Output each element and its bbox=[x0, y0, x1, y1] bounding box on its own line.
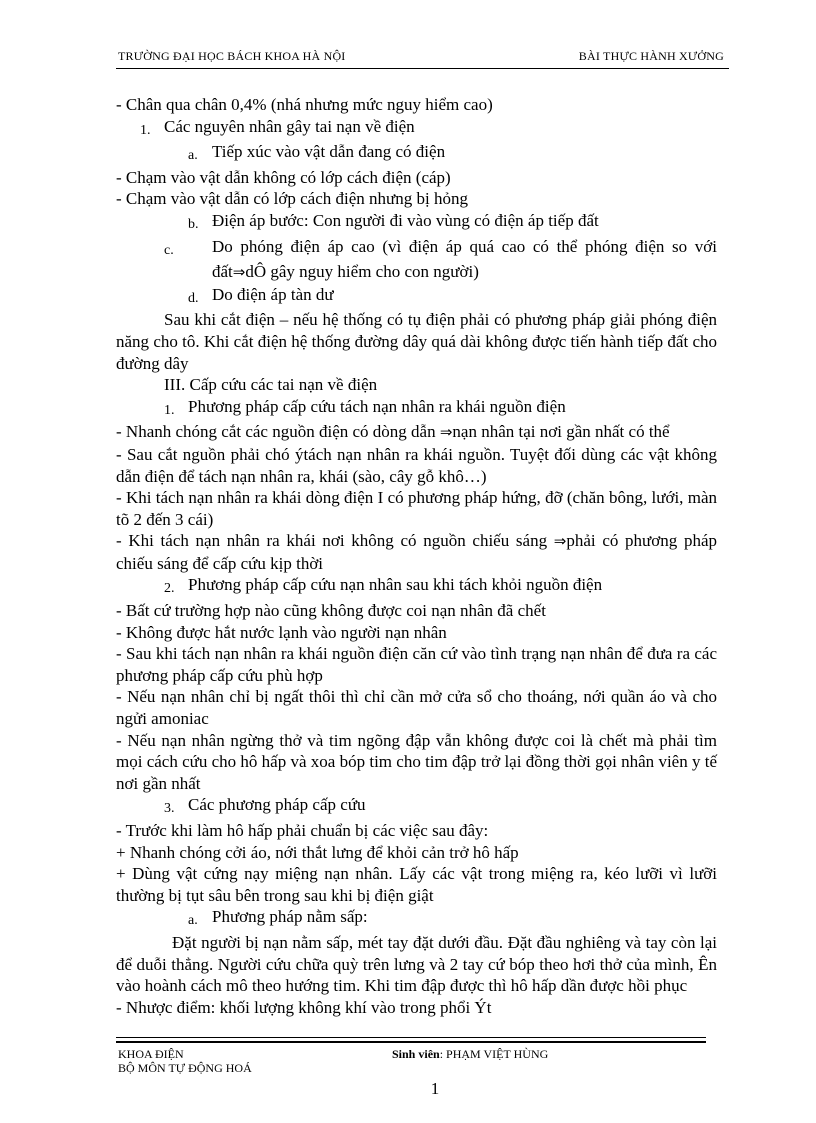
paragraph: - Nếu nạn nhân chỉ bị ngất thôi thì chỉ cần mở cửa sổ cho thoáng, nới quần áo và cho ngửi amoniac bbox=[116, 687, 717, 729]
section-heading: III. Cấp cứu các tai nạn về điện bbox=[164, 375, 378, 395]
subsection-heading bbox=[116, 906, 717, 932]
subsection-heading bbox=[116, 574, 717, 600]
list-item bbox=[116, 210, 717, 236]
list-item bbox=[116, 141, 717, 167]
paragraph: - Không được hắt nước lạnh vào người nạn nhân bbox=[116, 622, 447, 642]
list-item bbox=[116, 284, 717, 310]
paragraph: - Nhược điểm: khối lượng không khí vào trong phổi Ýt bbox=[116, 997, 492, 1017]
student-name: PHẠM VIỆT HÙNG bbox=[446, 1047, 549, 1061]
text-run: - Nhanh chóng cắt các nguồn điện có dòng dẫn bbox=[116, 422, 436, 442]
list-text: Do phóng điện áp cao (vì điện áp quá cao có thể phóng điện so với đất bbox=[212, 236, 717, 282]
list-marker: d. bbox=[188, 290, 199, 306]
section-title: Phương pháp nằm sấp: bbox=[212, 907, 368, 927]
arrow-icon: ⇒ bbox=[439, 423, 453, 442]
paragraph: - Sau cắt nguồn phải chó ýtách nạn nhân ra khái nguồn. Tuyệt đối dùng các vật không dẫn điện để tách nạn nhân ra, khái (sào, cây gỗ khô…) bbox=[116, 444, 717, 486]
footer-rule bbox=[116, 1037, 706, 1038]
section-number: 1. bbox=[140, 122, 151, 138]
paragraph bbox=[116, 530, 717, 574]
paragraph: - Nếu nạn nhân ngừng thở và tim ngõng đập vẫn không được coi là chết mà phải tìm mọi cách cứu cho hô hấp và xoa bóp tim cho tim đập trở lại đồng thời gọi nhân viên y tế nơi gần nhất bbox=[116, 730, 717, 793]
section-title: Các nguyên nhân gây tai nạn về điện bbox=[164, 116, 415, 136]
text-run: - Khi tách nạn nhân ra khái nơi không có nguồn chiếu sáng bbox=[116, 531, 548, 551]
footer-department: KHOA ĐIỆN bbox=[118, 1047, 184, 1061]
section-number: 2. bbox=[164, 581, 175, 597]
paragraph: - Bất cứ trường hợp nào cũng không được coi nạn nhân đã chết bbox=[116, 601, 546, 621]
list-marker: a. bbox=[188, 913, 198, 929]
text-run: phải có phương pháp chiếu sáng để cấp cứu kịp thời bbox=[116, 531, 717, 573]
header-rule bbox=[116, 68, 729, 69]
paragraph: Đặt người bị nạn nằm sấp, mét tay đặt dưới đầu. Đặt đầu nghiêng và tay còn lại để duỗi thẳng. Người cứu chữa quỳ trên lưng và 2 tay cứ bóp theo hơi thở của mình, Ên vào hoành cách mô theo hướng tim. Khi tim đập được thì hô hấp dần được hồi phục bbox=[116, 932, 717, 996]
list-text: dÔ gây nguy hiểm cho con người) bbox=[245, 262, 479, 282]
list-text: Tiếp xúc vào vật dẫn đang có điện bbox=[212, 142, 446, 162]
list-text: Điện áp bước: Con người đi vào vùng có điện áp tiếp đất bbox=[212, 210, 599, 230]
arrow-icon: ⇒ bbox=[232, 263, 246, 282]
section-number: 3. bbox=[164, 801, 175, 817]
section-heading bbox=[116, 116, 717, 142]
paragraph: Sau khi cắt điện – nếu hệ thống có tụ điện phải có phương pháp giải phóng điện năng cho tô. Khi cắt điện hệ thống đường dây quá dài không được tiến hành tiếp đất cho đường dây bbox=[116, 310, 717, 373]
section-title: Phương pháp cấp cứu tách nạn nhân ra khái nguồn điện bbox=[188, 396, 566, 416]
text-run: nạn nhân tại nơi gần nhất có thể bbox=[452, 422, 670, 442]
paragraph: - Khi tách nạn nhân ra khái dòng điện I có phương pháp hứng, đỡ (chăn bông, lưới, màn tõ 2 đến 3 cái) bbox=[116, 488, 717, 529]
paragraph: - Chạm vào vật dẫn không có lớp cách điện (cáp) bbox=[116, 167, 451, 187]
section-title: Phương pháp cấp cứu nạn nhân sau khi tách khỏi nguồn điện bbox=[188, 575, 603, 595]
arrow-icon: ⇒ bbox=[553, 532, 567, 551]
list-marker: c. bbox=[164, 242, 174, 258]
subsection-heading bbox=[116, 396, 717, 422]
paragraph: - Chạm vào vật dẫn có lớp cách điện nhưng bị hỏng bbox=[116, 189, 468, 209]
list-marker: b. bbox=[188, 216, 199, 232]
list-marker: a. bbox=[188, 148, 198, 164]
paragraph: + Dùng vật cứng nạy miệng nạn nhân. Lấy các vật trong miệng ra, kéo lưỡi vì lưỡi thường bị tụt sâu bên trong sau khi bị điện giật bbox=[116, 864, 717, 905]
header-title: BÀI THỰC HÀNH XƯỞNG bbox=[578, 49, 724, 63]
section-title: Các phương pháp cấp cứu bbox=[188, 795, 366, 815]
page-number: 1 bbox=[430, 1079, 440, 1098]
footer-subdepartment: BỘ MÔN TỰ ĐỘNG HOÁ bbox=[118, 1061, 252, 1075]
paragraph: - Sau khi tách nạn nhân ra khái nguồn điện căn cứ vào tình trạng nạn nhân để đưa ra các phương pháp cấp cứu phù hợp bbox=[116, 644, 717, 685]
header-school: TRƯỜNG ĐẠI HỌC BÁCH KHOA HÀ NỘI bbox=[118, 49, 346, 63]
paragraph: - Trước khi làm hô hấp phải chuẩn bị các việc sau đây: bbox=[116, 821, 489, 840]
footer-rule-thick bbox=[116, 1041, 706, 1043]
student-separator: : bbox=[439, 1047, 447, 1061]
paragraph: - Chân qua chân 0,4% (nhá nhưng mức nguy hiểm cao) bbox=[116, 95, 493, 114]
list-text: Do điện áp tàn dư bbox=[212, 284, 334, 304]
document-body bbox=[116, 94, 717, 1018]
footer-student bbox=[392, 1047, 548, 1062]
list-item bbox=[116, 236, 717, 284]
student-label: Sinh viên bbox=[392, 1047, 440, 1061]
subsection-heading bbox=[116, 794, 717, 820]
paragraph bbox=[116, 421, 717, 444]
paragraph: + Nhanh chóng cởi áo, nới thắt lưng để khỏi cản trở hô hấp bbox=[116, 842, 519, 862]
section-number: 1. bbox=[164, 402, 175, 418]
